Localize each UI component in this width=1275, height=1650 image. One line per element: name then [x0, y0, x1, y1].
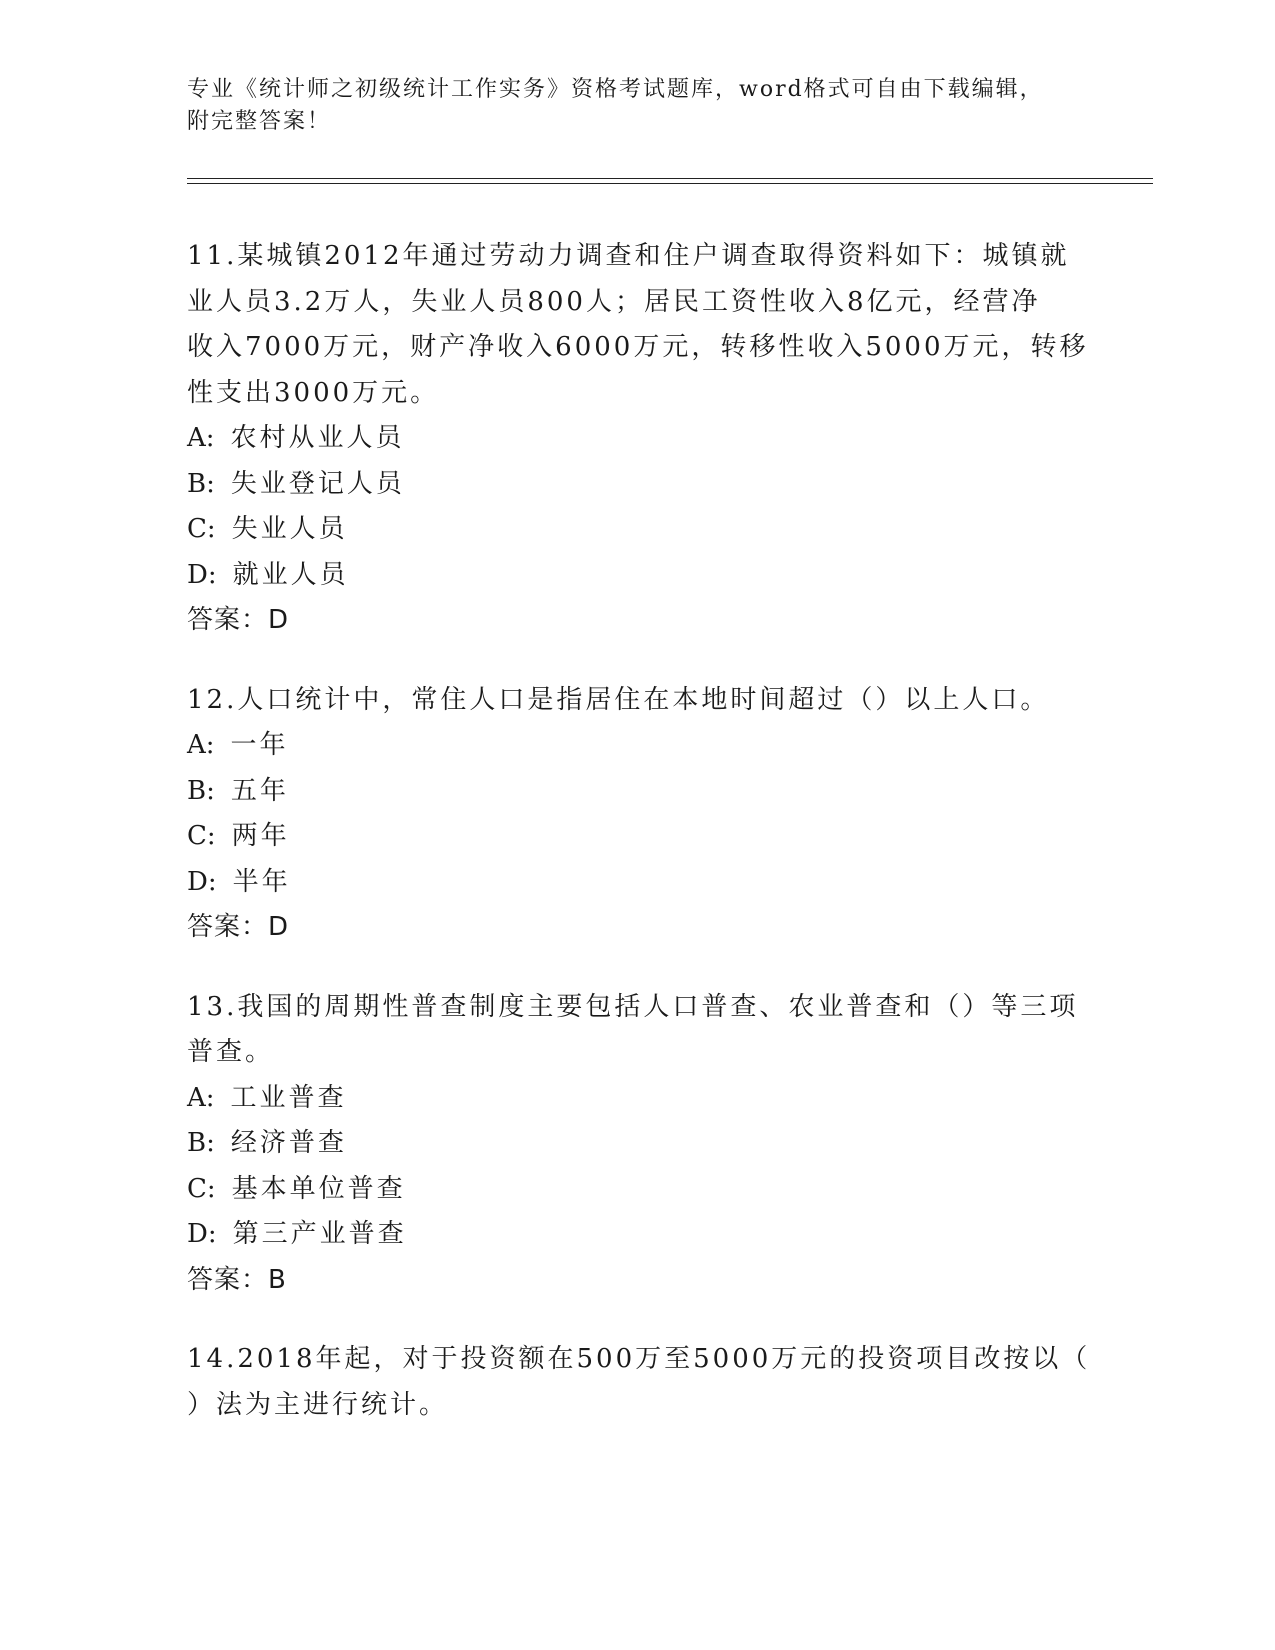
option-text: 一年	[230, 730, 289, 760]
option-text: 两年	[231, 821, 290, 851]
option-c	[187, 1167, 1087, 1213]
question-stem-line: 业人员3.2万人，失业人员800人；居民工资性收入8亿元，经营净	[187, 286, 1041, 317]
option-d	[187, 1212, 1087, 1258]
option-text: 基本单位普查	[231, 1173, 406, 1204]
option-label: B:	[187, 468, 215, 499]
option-text: 工业普查	[230, 1082, 347, 1113]
header-line-2: 附完整答案！	[187, 109, 332, 134]
option-label: A:	[187, 1082, 215, 1113]
option-label: C:	[187, 821, 216, 851]
question-stem-line: 性支出3000万元。	[187, 377, 440, 408]
question-13	[187, 985, 1087, 1304]
question-stem-line: 14.2018年起，对于投资额在500万至5000万元的投资项目改按以（	[187, 1344, 1091, 1374]
option-label: D:	[187, 559, 217, 590]
question-stem-line: 12.人口统计中，常住人口是指居住在本地时间超过（）以上人口。	[187, 684, 1050, 715]
header-line-1: 专业《统计师之初级统计工作实务》资格考试题库，word格式可自由下载编辑，	[187, 77, 1044, 102]
option-b	[187, 1121, 1087, 1167]
question-14	[187, 1337, 1091, 1428]
option-b	[187, 769, 1087, 815]
option-b	[187, 462, 1087, 508]
option-text: 第三产业普查	[232, 1219, 407, 1249]
header-divider	[187, 178, 1153, 184]
question-stem-line: ）法为主进行统计。	[187, 1389, 449, 1420]
option-label: C:	[187, 514, 216, 544]
option-a	[187, 723, 1087, 769]
question-12	[187, 678, 1087, 951]
option-label: C:	[187, 1173, 216, 1204]
option-text: 五年	[230, 775, 289, 806]
page-header	[187, 74, 1087, 138]
option-text: 经济普查	[230, 1128, 347, 1158]
answer-line: 答案：D	[187, 605, 290, 635]
option-text: 农村从业人员	[230, 423, 405, 453]
option-d	[187, 553, 1087, 599]
answer-line: 答案：D	[187, 912, 290, 942]
option-label: B:	[187, 1128, 215, 1158]
question-stem-line: 13.我国的周期性普查制度主要包括人口普查、农业普查和（）等三项	[187, 991, 1079, 1022]
question-stem-line: 普查。	[187, 1037, 275, 1067]
option-d	[187, 860, 1087, 906]
option-a	[187, 1076, 1087, 1122]
option-label: A:	[187, 423, 215, 453]
question-stem-line: 收入7000万元，财产净收入6000万元，转移性收入5000万元，转移	[187, 332, 1089, 362]
option-c	[187, 507, 1087, 553]
option-a	[187, 416, 1087, 462]
option-label: D:	[187, 866, 217, 897]
option-label: B:	[187, 775, 215, 806]
option-label: A:	[187, 730, 215, 760]
option-c	[187, 814, 1087, 860]
option-text: 失业登记人员	[230, 468, 405, 499]
option-text: 半年	[232, 866, 291, 897]
question-stem-line: 11.某城镇2012年通过劳动力调查和住户调查取得资料如下：城镇就	[187, 241, 1070, 271]
question-list	[187, 234, 1091, 1462]
option-text: 就业人员	[232, 559, 349, 590]
answer-line: 答案：B	[187, 1264, 287, 1295]
option-label: D:	[187, 1219, 217, 1249]
question-11	[187, 234, 1087, 644]
option-text: 失业人员	[231, 514, 348, 544]
